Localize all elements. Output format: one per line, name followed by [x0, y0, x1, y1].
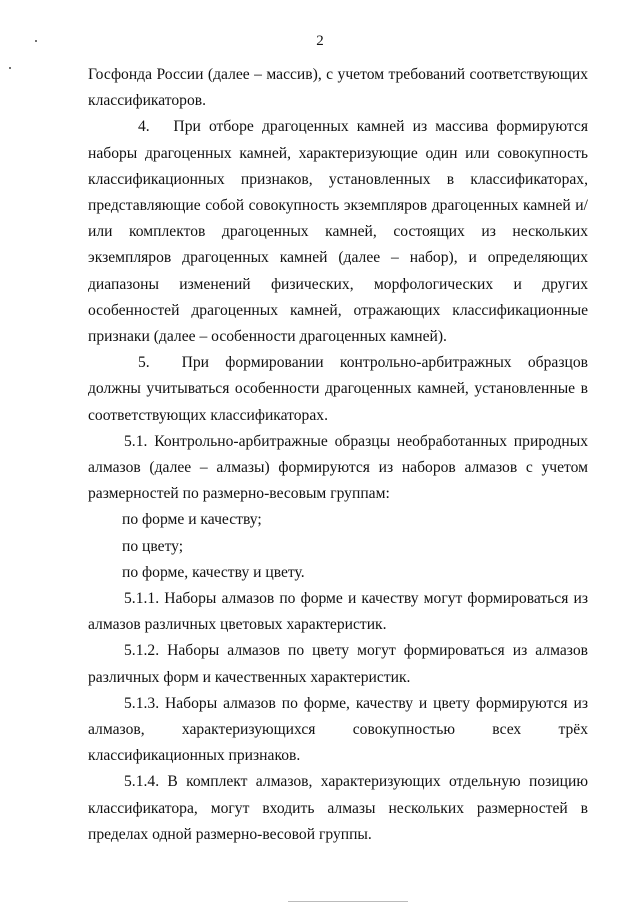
document-body	[88, 62, 588, 848]
scan-edge-line	[288, 901, 408, 902]
paragraph-5-1-3: 5.1.3. Наборы алмазов по форме, качеству и цвету формируются из алмазов, характеризующихся совокупностью всех трёх классификационных признаков.	[88, 694, 588, 765]
list-item: по форме, качеству и цвету.	[122, 563, 305, 581]
scan-speck	[9, 67, 11, 69]
paragraph-5-1-2: 5.1.2. Наборы алмазов по цвету могут формироваться из алмазов различных форм и качественных характеристик.	[88, 642, 588, 686]
paragraph-5-1: 5.1. Контрольно-арбитражные образцы необработанных природных алмазов (далее – алмазы) формируются из наборов алмазов с учетом размерностей по размерно-весовым группам:	[88, 432, 588, 503]
list-item: по форме и качеству;	[122, 511, 262, 529]
paragraph-continuation: Госфонда России (далее – массив), с учетом требований соответствующих классификаторов.	[88, 66, 588, 110]
paragraph-5-1-1: 5.1.1. Наборы алмазов по форме и качеству могут формироваться из алмазов различных цветовых характеристик.	[88, 590, 588, 634]
paragraph-5-1-4: 5.1.4. В комплект алмазов, характеризующих отдельную позицию классификатора, могут входить алмазы нескольких размерностей в пределах одной размерно-весовой группы.	[88, 773, 588, 843]
list-item: по цвету;	[122, 537, 184, 555]
paragraph-5: 5. При формировании контрольно-арбитражных образцов должны учитываться особенности драгоценных камней, установленные в соответствующих классификаторах.	[88, 354, 588, 424]
paragraph-4: 4. При отборе драгоценных камней из массива формируются наборы драгоценных камней, характеризующие один или совокупность классификационных признаков, установленных в классификаторах, представляющие собой совокупность экземпляров драгоценных камней и/или комплектов драгоценных камней, состоящих из нескольких экземпляров драгоценных камней (далее – набор), и определяющих диапазоны изменений физических, морфологических и других особенностей драгоценных камней, отражающих классификационные признаки (далее – особенности драгоценных камней).	[88, 118, 588, 346]
page-number: 2	[316, 33, 324, 49]
